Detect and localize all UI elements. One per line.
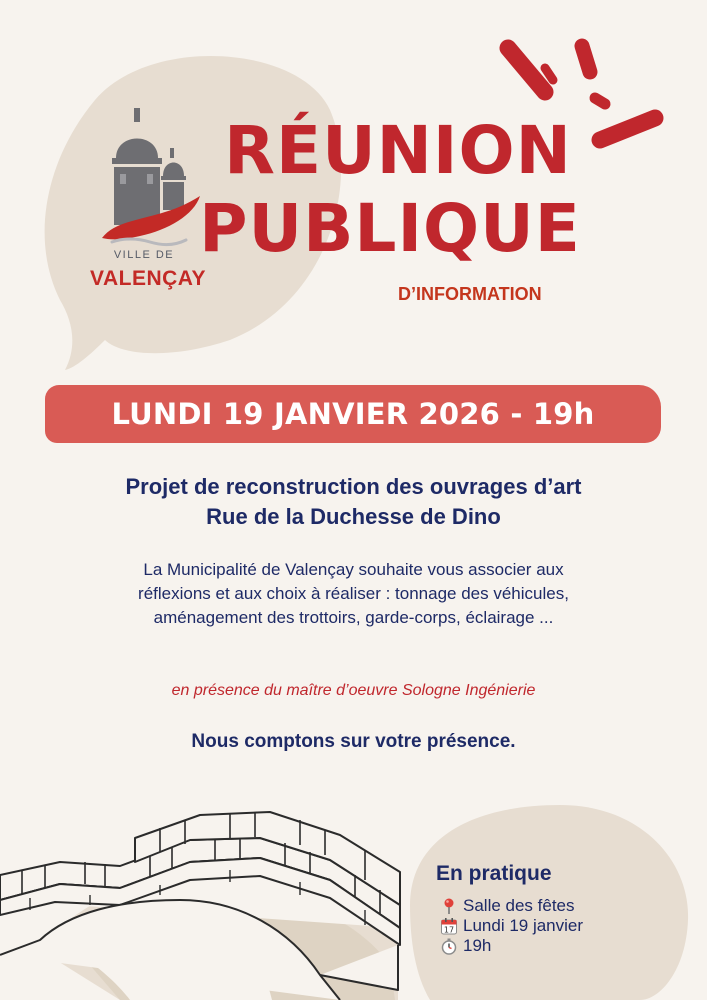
calendar-icon (440, 917, 458, 935)
practical-title: En pratique (436, 862, 552, 885)
svg-text:17: 17 (443, 925, 455, 935)
closing-text: Nous comptons sur votre présence. (191, 731, 516, 752)
pin-icon (440, 897, 458, 915)
description-line-1: La Municipalité de Valençay souhaite vous associer aux (143, 560, 564, 579)
description-line-3: aménagement des trottoirs, garde-corps, éclairage ... (153, 608, 554, 627)
logo-subtext: VILLE DE (113, 249, 175, 261)
practical-item-time (440, 936, 491, 956)
title-line-2: PUBLIQUE (199, 190, 581, 267)
title-line-1: RÉUNION (224, 112, 572, 189)
description-line-2: réflexions et aux choix à réaliser : tonnage des véhicules, (138, 584, 569, 603)
practical-location-text: Salle des fêtes (463, 896, 575, 915)
logo-town-name: VALENÇAY (90, 267, 207, 290)
practical-date-text: Lundi 19 janvier (463, 916, 584, 935)
subtitle: D’INFORMATION (398, 284, 542, 304)
date-text: LUNDI 19 JANVIER 2026 - 19h (111, 397, 595, 431)
practical-item-date (440, 916, 583, 936)
presence-note: en présence du maître d’oeuvre Sologne Ingénierie (171, 682, 536, 699)
project-title-line-2: Rue de la Duchesse de Dino (206, 504, 501, 529)
practical-item-location (440, 896, 575, 916)
stopwatch-icon (440, 937, 458, 955)
project-title-line-1: Projet de reconstruction des ouvrages d’art (125, 474, 582, 499)
practical-time-text: 19h (463, 936, 492, 955)
